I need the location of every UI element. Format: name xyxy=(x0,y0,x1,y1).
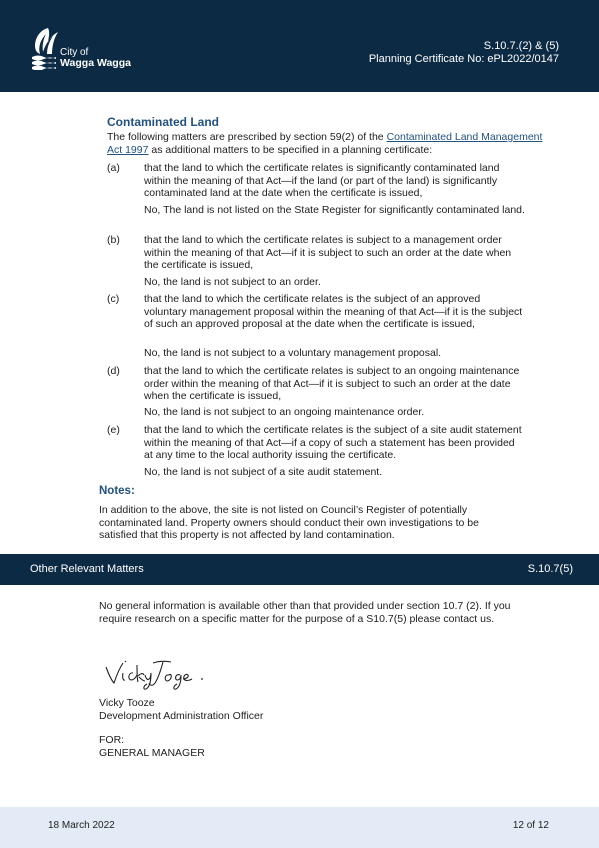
logo-text xyxy=(60,47,131,69)
signer-role: Development Administration Officer xyxy=(99,709,264,722)
footer-date: 18 March 2022 xyxy=(48,820,115,831)
intro-paragraph xyxy=(107,131,547,156)
intro-text: The following matters are prescribed by section 59(2) of the xyxy=(107,131,387,143)
section-title: Contaminated Land xyxy=(107,115,220,129)
item-answer: No, The land is not listed on the State Register for significantly contaminated land. xyxy=(144,204,525,216)
item-answer: No, the land is not subject of a site audit statement. xyxy=(144,466,383,478)
signer-block xyxy=(99,697,263,722)
item-label: (a) xyxy=(107,162,120,174)
general-info-text: No general information is available other than that provided under section 10.7 (2). If you require research on a specific matter for the purpose of a S10.7(5) please contact us. xyxy=(99,600,511,625)
item-label: (c) xyxy=(107,293,120,305)
section-reference: S.10.7.(2) & (5) xyxy=(483,40,559,52)
swan-icon xyxy=(30,26,60,70)
section-bar xyxy=(0,554,599,585)
item-text: that the land to which the certificate relates is subject to a management order within the meaning of that Act—if it is subject to such an order at the date when the certificate is issued, xyxy=(144,234,512,271)
signature xyxy=(103,649,213,691)
act-link[interactable]: Contaminated Land Management Act 1997 xyxy=(107,131,543,156)
page-header xyxy=(0,0,599,92)
item-answer: No, the land is not subject to a voluntary management proposal. xyxy=(144,347,442,359)
for-value: GENERAL MANAGER xyxy=(99,746,205,759)
item-text: that the land to which the certificate relates is the subject of a site audit statement within the meaning of that Act—if a copy of such a statement has been provided at any time to the local authority issuing the certificate. xyxy=(144,424,522,461)
item-label: (e) xyxy=(107,424,120,436)
item-text: that the land to which the certificate relates is the subject of an approved voluntary management proposal within the meaning of that Act—if it is the subject of such an approved proposal at the date when the certificate is issued, xyxy=(144,293,523,330)
certificate-number: Planning Certificate No: ePL2022/0147 xyxy=(368,53,559,65)
item-text: that the land to which the certificate relates is significantly contaminated land within the meaning of that Act—if the land (or part of the land) is significantly contaminated land at the date when the certificate is issued, xyxy=(144,162,500,199)
notes-text: In addition to the above, the site is not listed on Council’s Register of potentially contaminated land. Property owners should conduct their own investigations to be satisfied that this property is not affected by land contamination. xyxy=(99,504,479,541)
item-text: that the land to which the certificate relates is subject to an ongoing maintenance order within the meaning of that Act—if it is subject to such an order at the date when the certificate is issued, xyxy=(144,365,520,402)
item-answer: No, the land is not subject to an ongoing maintenance order. xyxy=(144,406,425,418)
section-bar-title: Other Relevant Matters xyxy=(30,563,144,575)
for-label: FOR: xyxy=(99,734,125,746)
certificate-reference xyxy=(369,40,559,66)
logo-line-2: Wagga Wagga xyxy=(60,57,131,69)
page-footer xyxy=(0,807,599,848)
logo-line-1: City of xyxy=(60,47,89,58)
intro-text-end: as additional matters to be specified in a planning certificate: xyxy=(148,143,433,156)
section-bar-reference: S.10.7(5) xyxy=(527,563,573,575)
for-block xyxy=(99,734,205,759)
city-logo xyxy=(30,26,140,76)
signer-name: Vicky Tooze xyxy=(99,697,155,709)
item-answer: No, the land is not subject to an order. xyxy=(144,276,321,288)
item-label: (d) xyxy=(107,365,120,377)
item-label: (b) xyxy=(107,234,120,246)
notes-title: Notes: xyxy=(99,485,135,497)
page-number: 12 of 12 xyxy=(512,820,549,831)
